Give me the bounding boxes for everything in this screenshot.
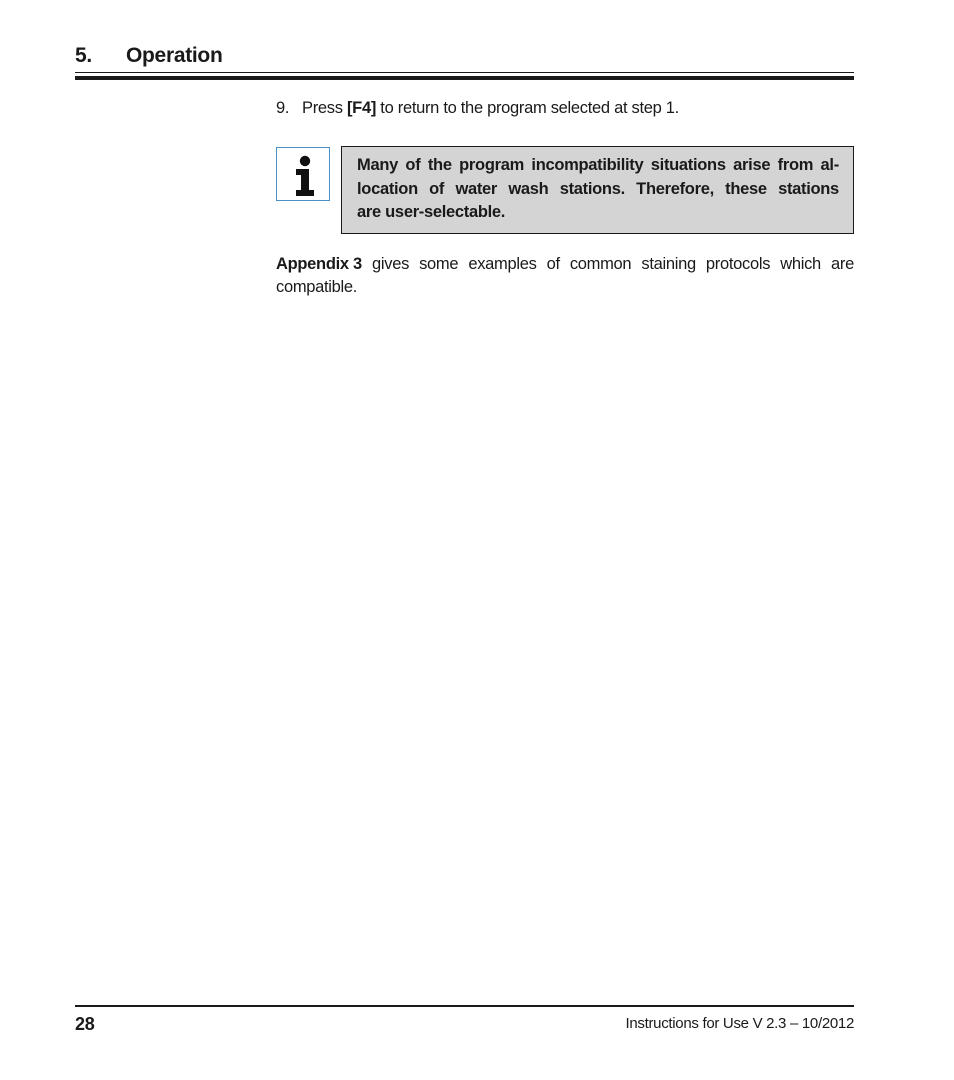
- note-word: al-: [820, 156, 839, 174]
- note-word: program: [459, 156, 524, 174]
- note-word: from: [777, 156, 814, 174]
- page-number: 28: [75, 1014, 95, 1034]
- note-line-3: are user-selectable.: [357, 203, 506, 221]
- paragraph-line-2: compatible.: [276, 278, 358, 296]
- step-number: 9.: [276, 99, 290, 117]
- paragraph-word: of: [546, 255, 560, 273]
- note-line-1: [357, 154, 839, 178]
- note-word: stations.: [559, 179, 625, 198]
- info-icon: [276, 147, 330, 201]
- footer-rule: [75, 1005, 854, 1007]
- note-word: of: [429, 179, 445, 198]
- note-word: situations: [650, 156, 726, 174]
- appendix-paragraph: [276, 253, 854, 299]
- note-box: [341, 146, 854, 234]
- paragraph-word: which: [780, 255, 821, 273]
- step-key: [F4]: [346, 99, 377, 117]
- note-word: arise: [733, 156, 771, 174]
- note-word: Many: [357, 156, 398, 174]
- step-item: [276, 99, 679, 118]
- paragraph-word: some: [419, 255, 459, 273]
- paragraph-line-1: [276, 253, 854, 276]
- note-word: wash: [508, 179, 549, 198]
- note-line-2: [357, 178, 839, 202]
- paragraph-word: gives: [372, 255, 410, 273]
- chapter-title: Operation: [126, 44, 223, 67]
- note-word: of: [405, 156, 421, 174]
- chapter-header: [75, 44, 854, 72]
- note-word: these: [725, 179, 767, 198]
- chapter-number: 5.: [75, 44, 92, 67]
- paragraph-word: examples: [468, 255, 537, 273]
- header-rule-thick: [75, 76, 854, 80]
- step-text-after: to return to the program selected at step 1.: [376, 99, 679, 117]
- paragraph-word: protocols: [705, 255, 771, 273]
- header-rule-thin: [75, 72, 854, 73]
- note-word: water: [455, 179, 498, 198]
- paragraph-word: are: [831, 255, 854, 273]
- note-word: Therefore,: [636, 179, 714, 198]
- paragraph-word: staining: [641, 255, 696, 273]
- note-word: the: [427, 156, 452, 174]
- note-word: stations: [778, 179, 839, 198]
- appendix-reference: Appendix 3: [276, 255, 362, 273]
- note-word: incompatibility: [531, 156, 644, 174]
- note-word: location: [357, 179, 418, 198]
- step-text-before: Press: [302, 99, 347, 117]
- document-version-info: Instructions for Use V 2.3 – 10/2012: [625, 1015, 854, 1032]
- paragraph-word: common: [569, 255, 632, 273]
